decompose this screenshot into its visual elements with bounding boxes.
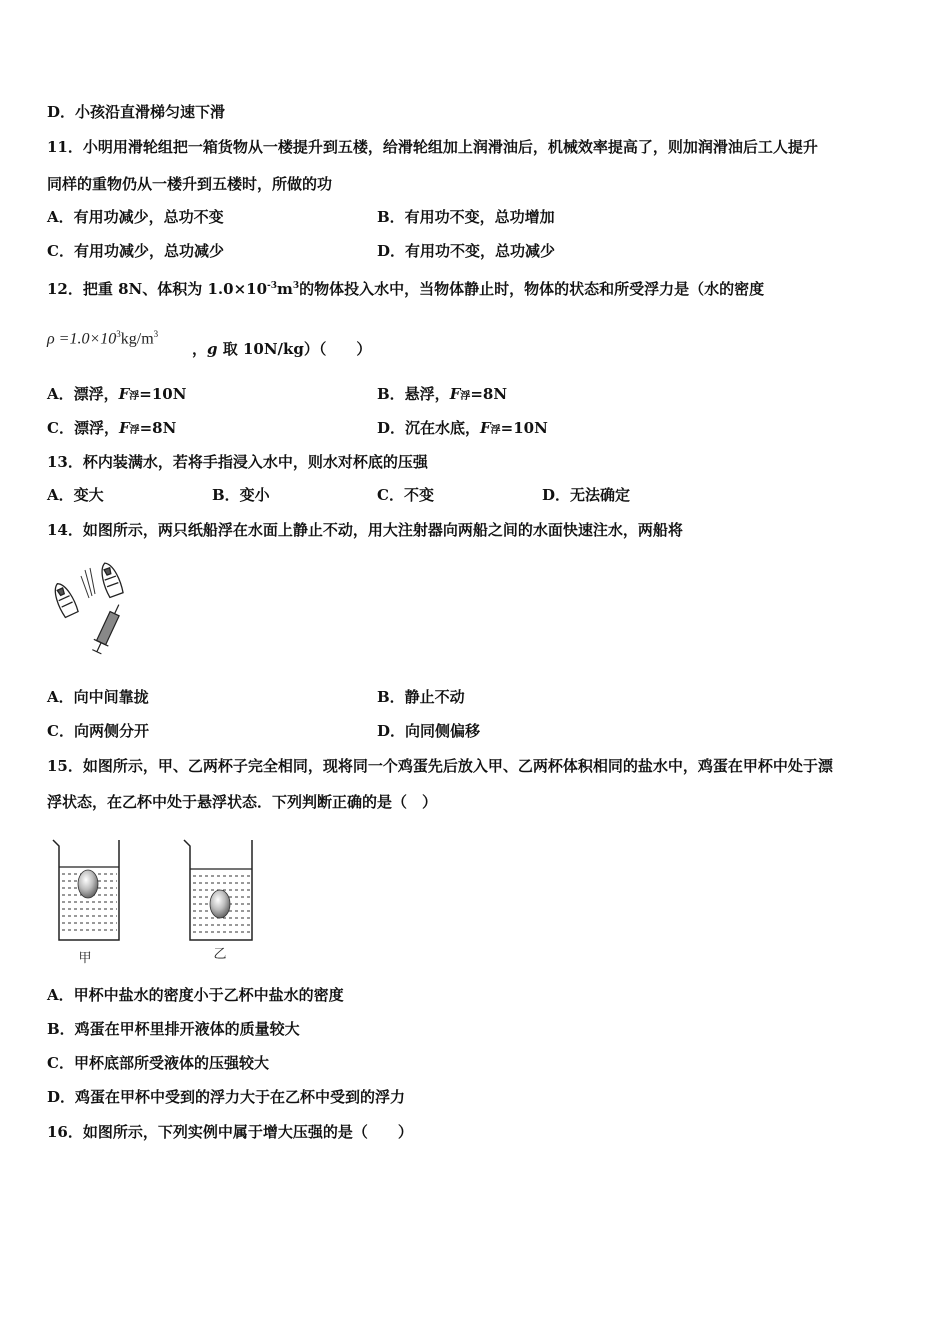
- q15-option-a: A．甲杯中盐水的密度小于乙杯中盐水的密度: [47, 986, 344, 1004]
- q13-stem: 13．杯内装满水，若将手指浸入水中，则水对杯底的压强: [47, 453, 428, 471]
- q11-option-c: C．有用功减少，总功减少: [47, 242, 224, 260]
- q14-option-b: B．静止不动: [377, 688, 465, 706]
- q11-stem-line1: 11．小明用滑轮组把一箱货物从一楼提升到五楼，给滑轮组加上润滑油后，机械效率提高了，则加润滑油后工人提升: [47, 138, 818, 156]
- q14-boats-syringe-figure: [45, 558, 135, 663]
- q15-stem-line2: 浮状态，在乙杯中处于悬浮状态．下列判断正确的是（ ）: [47, 793, 438, 811]
- q13-option-b: B．变小: [212, 486, 270, 504]
- q11-option-b: B．有用功不变，总功增加: [377, 208, 555, 226]
- q16-stem: 16．如图所示，下列实例中属于增大压强的是（ ）: [47, 1123, 413, 1141]
- q15-beaker-yi-figure: [178, 834, 262, 966]
- beaker-label-yi: 乙: [213, 947, 227, 962]
- q14-option-a: A．向中间靠拢: [47, 688, 149, 706]
- q12-density-formula: $\rho =1.0\times 10^3kg/m^3$: [47, 329, 159, 348]
- q14-option-c: C．向两侧分开: [47, 722, 149, 740]
- q12-formula-tail: ，g 取 10N/kg）（ ）: [192, 340, 372, 358]
- q15-option-d: D．鸡蛋在甲杯中受到的浮力大于在乙杯中受到的浮力: [47, 1088, 406, 1106]
- q10-option-d: D．小孩沿直滑梯匀速下滑: [47, 103, 226, 121]
- q14-stem: 14．如图所示，两只纸船浮在水面上静止不动，用大注射器向两船之间的水面快速注水，两船将: [47, 521, 683, 539]
- q11-option-a: A．有用功减少，总功不变: [47, 208, 224, 226]
- q12-option-d: D．沉在水底，F浮=10N: [377, 419, 548, 437]
- q11-stem-line2: 同样的重物仍从一楼升到五楼时，所做的功: [47, 175, 333, 193]
- q15-option-b: B．鸡蛋在甲杯里排开液体的质量较大: [47, 1020, 300, 1038]
- q14-option-d: D．向同侧偏移: [377, 722, 481, 740]
- q12-option-a: A．漂浮，F浮=10N: [47, 385, 187, 403]
- q15-option-c: C．甲杯底部所受液体的压强较大: [47, 1054, 269, 1072]
- q13-option-a: A．变大: [47, 486, 104, 504]
- q13-option-d: D．无法确定: [542, 486, 631, 504]
- q12-option-c: C．漂浮，F浮=8N: [47, 419, 177, 437]
- q11-option-d: D．有用功不变，总功减少: [377, 242, 556, 260]
- q12-option-b: B．悬浮，F浮=8N: [377, 385, 508, 403]
- beaker-label-jia: 甲: [78, 951, 92, 966]
- q13-option-c: C．不变: [377, 486, 434, 504]
- q12-stem: 12．把重 8N、体积为 $1.0\times 10^{-3}m^3$的物体投入水中，当物体静止时，物体的状态和所受浮力是（水的密度: [47, 280, 765, 298]
- q15-stem-line1: 15．如图所示，甲、乙两杯子完全相同，现将同一个鸡蛋先后放入甲、乙两杯体积相同的盐水中，鸡蛋在甲杯中处于漂: [47, 757, 833, 775]
- q15-beaker-jia-figure: [45, 834, 125, 966]
